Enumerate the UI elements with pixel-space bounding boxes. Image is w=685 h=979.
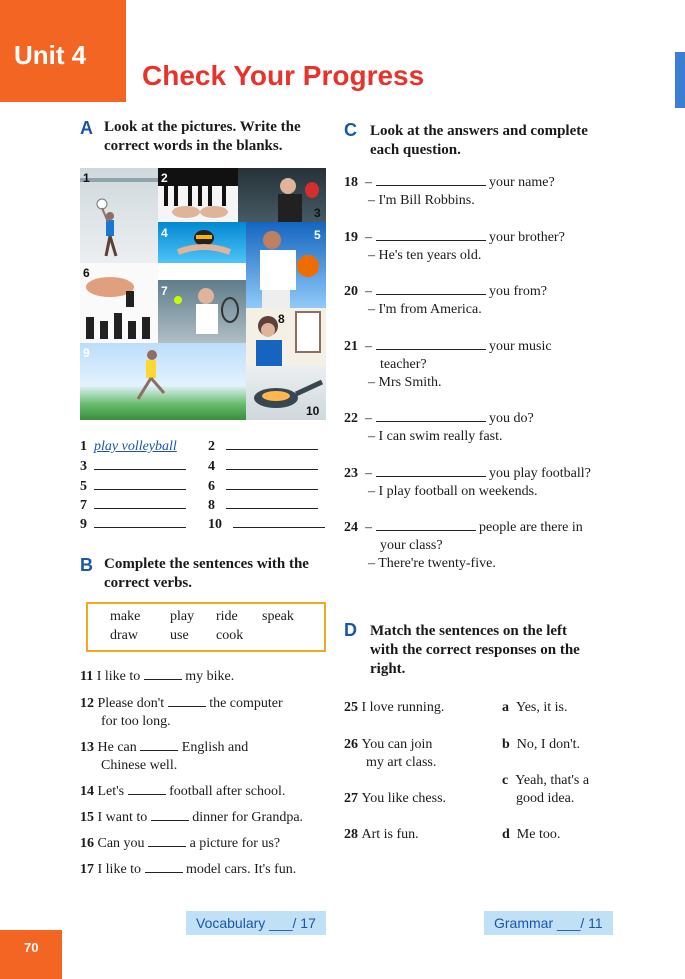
- response-a[interactable]: a Yes, it is.: [502, 700, 568, 715]
- item-21[interactable]: 21 – your music: [344, 339, 552, 354]
- section-d-letter: D: [344, 620, 357, 640]
- item-22[interactable]: 22 – you do?: [344, 411, 534, 426]
- ping-pong-icon: [238, 168, 326, 222]
- match-27[interactable]: 27 You like chess.: [344, 791, 447, 806]
- answer-4[interactable]: 4: [208, 458, 318, 476]
- grammar-score: Grammar ___/ 11: [484, 911, 613, 935]
- item-24-answer: – There're twenty-five.: [368, 556, 496, 571]
- section-c-instruction: Look at the answers and complete each question.: [370, 123, 588, 158]
- photo-number-10: 10: [306, 404, 320, 418]
- answer-3[interactable]: 3: [80, 458, 186, 476]
- photo-number-8: 8: [278, 312, 285, 326]
- photo-tennis: [158, 280, 246, 343]
- item-17[interactable]: 17 I like to model cars. It's fun.: [80, 862, 297, 877]
- match-25[interactable]: 25 I love running.: [344, 700, 445, 715]
- piano-keys-icon: [158, 168, 238, 222]
- section-b-letter: B: [80, 555, 93, 575]
- item-12[interactable]: 12 Please don't the computer: [80, 696, 283, 711]
- item-13[interactable]: 13 He can English and: [80, 740, 249, 755]
- item-24[interactable]: 24 – people are there in: [344, 520, 583, 535]
- match-26-cont: my art class.: [366, 755, 437, 770]
- photo-number-7: 7: [161, 284, 168, 298]
- photo-piano: [158, 168, 238, 222]
- item-19[interactable]: 19 – your brother?: [344, 230, 565, 245]
- chess-pieces-icon: [80, 263, 158, 343]
- item-14[interactable]: 14 Let's football after school.: [80, 784, 286, 799]
- item-23[interactable]: 23 – you play football?: [344, 466, 591, 481]
- photo-number-2: 2: [161, 171, 168, 185]
- item-18[interactable]: 18 – your name?: [344, 175, 555, 190]
- answer-9[interactable]: 9: [80, 516, 186, 534]
- response-d[interactable]: d Me too.: [502, 827, 561, 842]
- verb-cook: cook: [216, 628, 244, 643]
- photo-running: [80, 343, 246, 420]
- section-d-instruction: Match the sentences on the left with the correct responses on the right.: [370, 623, 580, 677]
- item-19-answer: – He's ten years old.: [368, 248, 482, 263]
- item-24-cont: your class?: [380, 538, 443, 553]
- answer-10[interactable]: 10: [208, 516, 325, 534]
- photo-volleyball: [80, 168, 158, 263]
- unit-label: Unit 4: [14, 40, 87, 70]
- answer-2[interactable]: 2: [208, 438, 318, 456]
- answer-6[interactable]: 6: [208, 478, 318, 496]
- tennis-player-icon: [158, 280, 246, 343]
- page-title: Check Your Progress: [142, 60, 425, 91]
- verb-use: use: [170, 628, 189, 643]
- volleyball-player-icon: [80, 168, 158, 263]
- response-c-cont: good idea.: [516, 791, 575, 806]
- answer-5[interactable]: 5: [80, 478, 186, 496]
- photo-number-1: 1: [83, 171, 90, 185]
- answer-7[interactable]: 7: [80, 497, 186, 515]
- item-21-cont: teacher?: [380, 357, 427, 372]
- item-16[interactable]: 16 Can you a picture for us?: [80, 836, 281, 851]
- swimmer-icon: [158, 222, 246, 263]
- item-22-answer: – I can swim really fast.: [368, 429, 503, 444]
- item-21-answer: – Mrs Smith.: [368, 375, 442, 390]
- photo-number-5: 5: [314, 228, 321, 242]
- section-a-instruction: Look at the pictures. Write the correct words in the blanks.: [104, 119, 301, 154]
- verb-speak: speak: [262, 609, 294, 624]
- section-a-letter: A: [80, 118, 93, 138]
- item-11[interactable]: 11 I like to my bike.: [80, 669, 235, 684]
- page-number: 70: [24, 940, 39, 955]
- match-26[interactable]: 26 You can join: [344, 737, 433, 752]
- item-15[interactable]: 15 I want to dinner for Grandpa.: [80, 810, 304, 825]
- verb-draw: draw: [110, 628, 138, 643]
- verb-play: play: [170, 609, 195, 624]
- photo-number-6: 6: [83, 266, 90, 280]
- match-28[interactable]: 28 Art is fun.: [344, 827, 419, 842]
- runner-icon: [80, 343, 246, 420]
- photo-drawing: [246, 308, 326, 366]
- item-20-answer: – I'm from America.: [368, 302, 482, 317]
- verb-make: make: [110, 609, 141, 624]
- vocabulary-score: Vocabulary ___/ 17: [186, 911, 326, 935]
- section-b-instruction: Complete the sentences with the correct verbs.: [104, 556, 309, 591]
- photo-chess: [80, 263, 158, 343]
- response-c[interactable]: c Yeah, that's a: [502, 773, 590, 788]
- verb-ride: ride: [216, 609, 238, 624]
- item-20[interactable]: 20 – you from?: [344, 284, 547, 299]
- item-12-cont: for too long.: [101, 714, 171, 729]
- item-18-answer: – I'm Bill Robbins.: [368, 193, 475, 208]
- side-tab: [675, 52, 685, 108]
- photo-swimming: [158, 222, 246, 263]
- photo-ping-pong: [238, 168, 326, 222]
- item-13-cont: Chinese well.: [101, 758, 178, 773]
- answer-8[interactable]: 8: [208, 497, 318, 515]
- photo-number-4: 4: [161, 226, 168, 240]
- boy-drawing-icon: [246, 308, 326, 366]
- photo-number-9: 9: [83, 346, 90, 360]
- section-c-letter: C: [344, 120, 357, 140]
- photo-number-3: 3: [314, 206, 321, 220]
- answer-1[interactable]: 1 play volleyball: [80, 439, 177, 454]
- item-23-answer: – I play football on weekends.: [368, 484, 538, 499]
- response-b[interactable]: b No, I don't.: [502, 737, 580, 752]
